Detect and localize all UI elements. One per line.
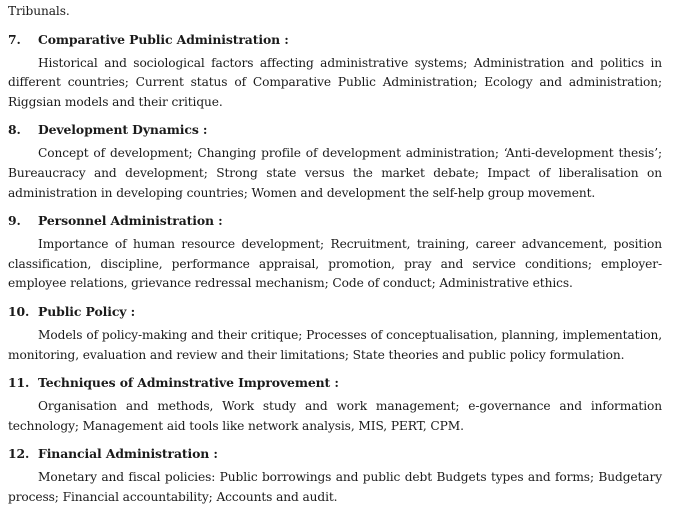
section-number: 11. xyxy=(8,375,30,391)
section-heading xyxy=(8,30,662,49)
lead-text: Tribunals. xyxy=(8,4,70,18)
section-number: 8. xyxy=(8,122,21,138)
section-title: Development Dynamics : xyxy=(38,122,208,138)
section-number: 10. xyxy=(8,303,30,319)
document-page xyxy=(0,2,677,508)
section-number: 9. xyxy=(8,213,21,229)
section-number: 7. xyxy=(8,31,21,47)
section-body: Historical and sociological factors affecting administrative systems; Administration and politics in different countries; Current status of Comparative Public Administration; Ecology and administration; Riggsian models and their critique. xyxy=(8,55,662,109)
section-10 xyxy=(8,302,662,365)
section-7 xyxy=(8,30,662,113)
section-8 xyxy=(8,120,662,203)
section-title: Financial Administration : xyxy=(38,446,218,462)
section-title: Public Policy : xyxy=(38,303,136,319)
section-heading xyxy=(8,120,662,139)
section-number: 12. xyxy=(8,446,30,462)
section-title: Techniques of Adminstrative Improvement : xyxy=(38,375,339,391)
section-body: Importance of human resource development; Recruitment, training, career advancement, position classification, discipline, performance appraisal, promotion, pray and service conditions; employer-employee relations, grievance redressal mechanism; Code of conduct; Administrative ethics. xyxy=(8,237,662,291)
section-11 xyxy=(8,373,662,436)
section-body: Organisation and methods, Work study and work management; e-governance and information technology; Management aid tools like network analysis, MIS, PERT, CPM. xyxy=(8,399,662,433)
section-title: Personnel Administration : xyxy=(38,213,223,229)
section-heading xyxy=(8,302,662,321)
section-12 xyxy=(8,444,662,507)
section-title: Comparative Public Administration : xyxy=(38,31,289,47)
section-heading xyxy=(8,373,662,392)
section-body: Models of policy-making and their critique; Processes of conceptualisation, planning, implementation, monitoring, evaluation and review and their limitations; State theories and public policy formulation. xyxy=(8,327,662,362)
section-body: Concept of development; Changing profile of development administration; ‘Anti-development thesis’; Bureaucracy and development; Strong state versus the market debate; Impact of liberalisation on administration in developing countries; Women and development the self-help group movement. xyxy=(8,146,662,200)
section-heading xyxy=(8,211,662,230)
section-body: Monetary and fiscal policies: Public borrowings and public debt Budgets types and forms; Budgetary process; Financial accountability; Accounts and audit. xyxy=(8,470,662,504)
section-heading xyxy=(8,444,662,463)
section-9 xyxy=(8,211,662,294)
